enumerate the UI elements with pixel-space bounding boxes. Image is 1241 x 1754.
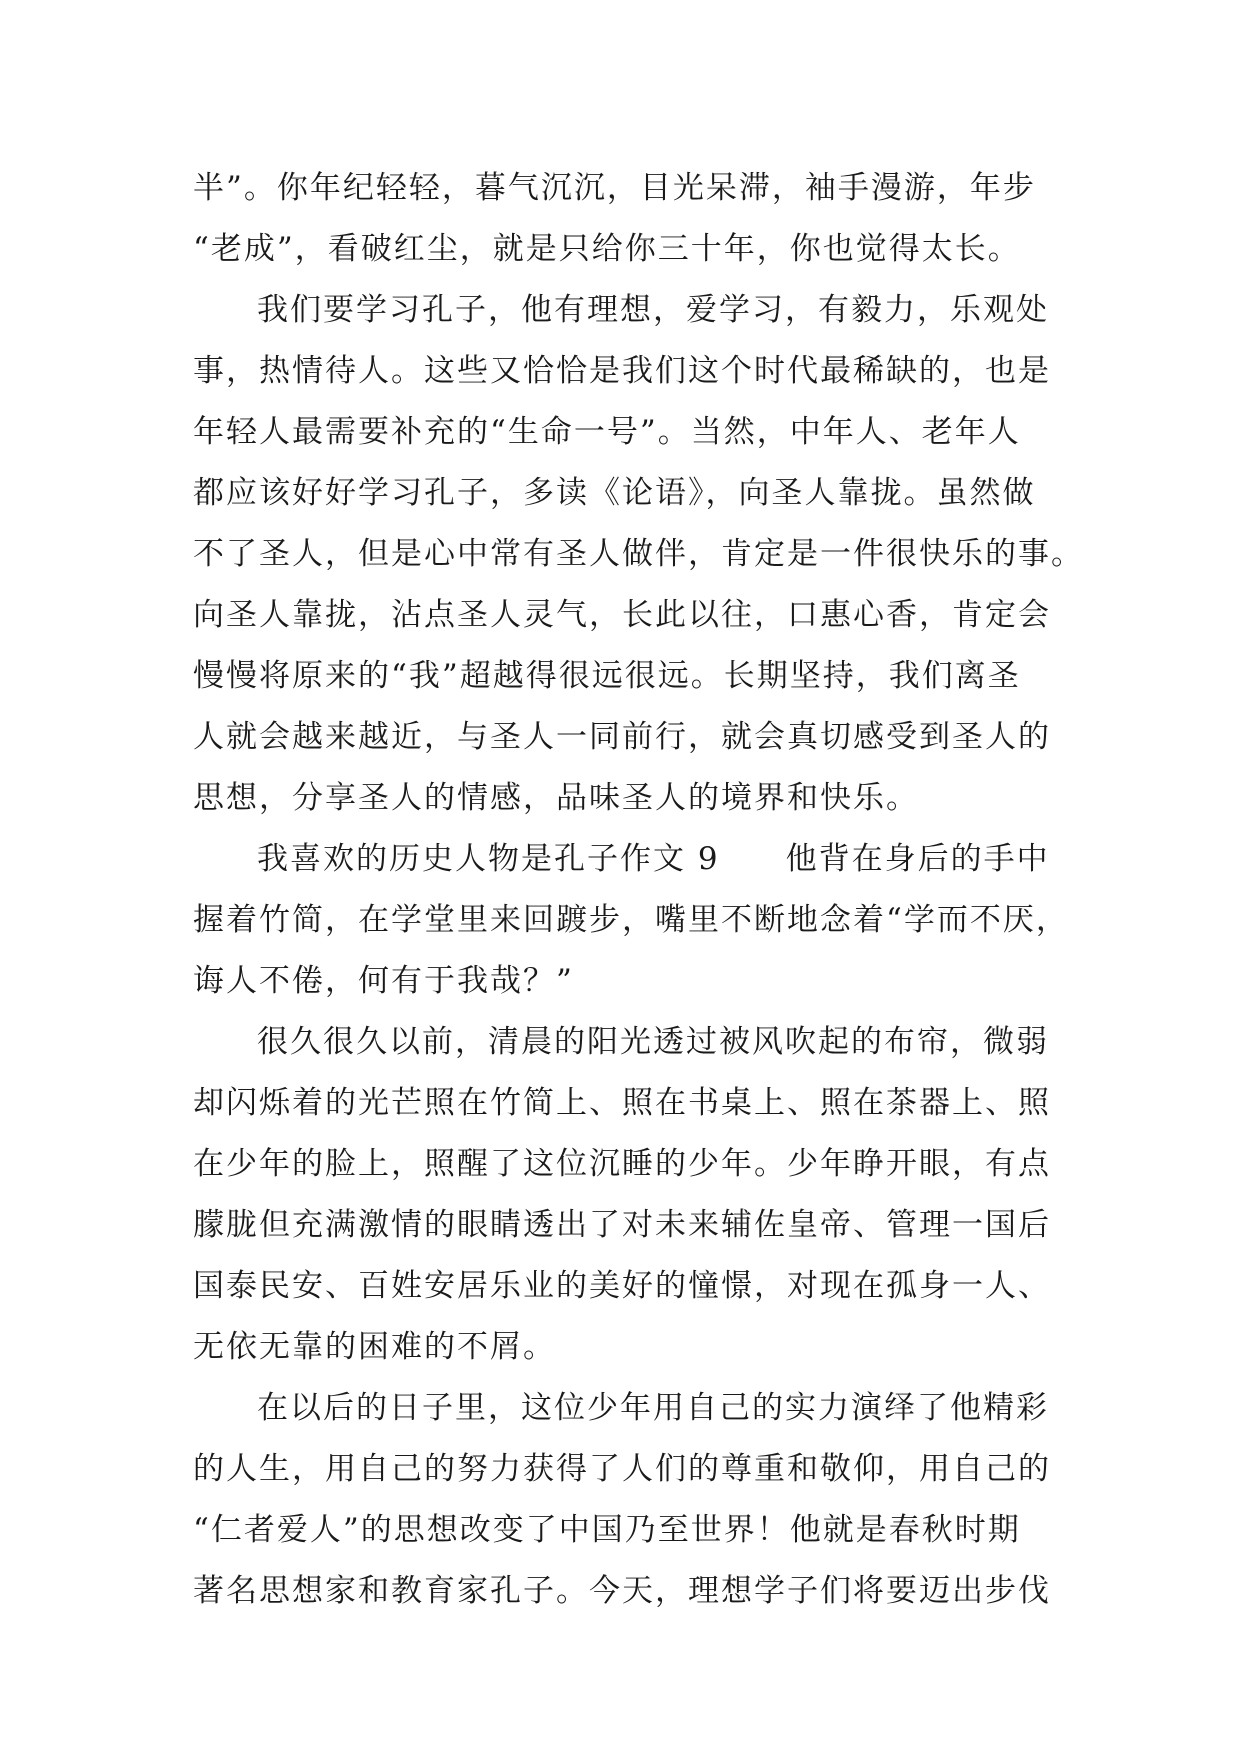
paragraph-start-line: 我们要学习孔子，他有理想，爱学习，有毅力，乐观处 [257, 292, 1049, 328]
text-line: 朦胧但充满激情的眼睛透出了对未来辅佐皇帝、管理一国后 [193, 1207, 1051, 1243]
text-line: 却闪烁着的光芒照在竹简上、照在书桌上、照在茶器上、照 [193, 1085, 1051, 1121]
text-line: 诲人不倦，何有于我哉？” [193, 963, 574, 999]
text-line: 都应该好好学习孔子，多读《论语》，向圣人靠拢。虽然做 [193, 475, 1036, 511]
text-line: 半”。你年纪轻轻，暮气沉沉，目光呆滞，袖手漫游，年步 [193, 170, 1036, 206]
paragraph-start-line: 很久很久以前，清晨的阳光透过被风吹起的布帘，微弱 [257, 1024, 1049, 1060]
text-line: “仁者爱人”的思想改变了中国乃至世界！他就是春秋时期 [193, 1512, 1021, 1548]
text-line: 向圣人靠拢，沾点圣人灵气，长此以往，口惠心香，肯定会 [193, 597, 1051, 633]
text-line: 年轻人最需要补充的“生命一号”。当然，中年人、老年人 [193, 414, 1021, 450]
paragraph-start-line: 在以后的日子里，这位少年用自己的实力演绎了他精彩 [257, 1390, 1049, 1426]
text-line: 事，热情待人。这些又恰恰是我们这个时代最稀缺的，也是 [193, 353, 1051, 389]
body-text [193, 158, 1083, 1622]
text-line: 著名思想家和教育家孔子。今天，理想学子们将要迈出步伐 [193, 1573, 1051, 1609]
text-line: 不了圣人，但是心中常有圣人做伴，肯定是一件很快乐的事。 [193, 536, 1084, 572]
paragraph-start-line: 我喜欢的历史人物是孔子作文 9 他背在身后的手中 [257, 841, 1050, 877]
text-line: 人就会越来越近，与圣人一同前行，就会真切感受到圣人的 [193, 719, 1051, 755]
text-line: 的人生，用自己的努力获得了人们的尊重和敬仰，用自己的 [193, 1451, 1051, 1487]
text-line: “老成”，看破红尘，就是只给你三十年，你也觉得太长。 [193, 231, 1021, 267]
text-line: 在少年的脸上，照醒了这位沉睡的少年。少年睁开眼，有点 [193, 1146, 1051, 1182]
text-line: 思想，分享圣人的情感，品味圣人的境界和快乐。 [193, 780, 919, 816]
text-line: 握着竹简，在学堂里来回踱步，嘴里不断地念着“学而不厌， [193, 902, 1069, 938]
text-line: 慢慢将原来的“我”超越得很远很远。长期坚持，我们离圣 [193, 658, 1021, 694]
text-line: 无依无靠的困难的不屑。 [193, 1329, 556, 1365]
text-line: 国泰民安、百姓安居乐业的美好的憧憬，对现在孤身一人、 [193, 1268, 1051, 1304]
